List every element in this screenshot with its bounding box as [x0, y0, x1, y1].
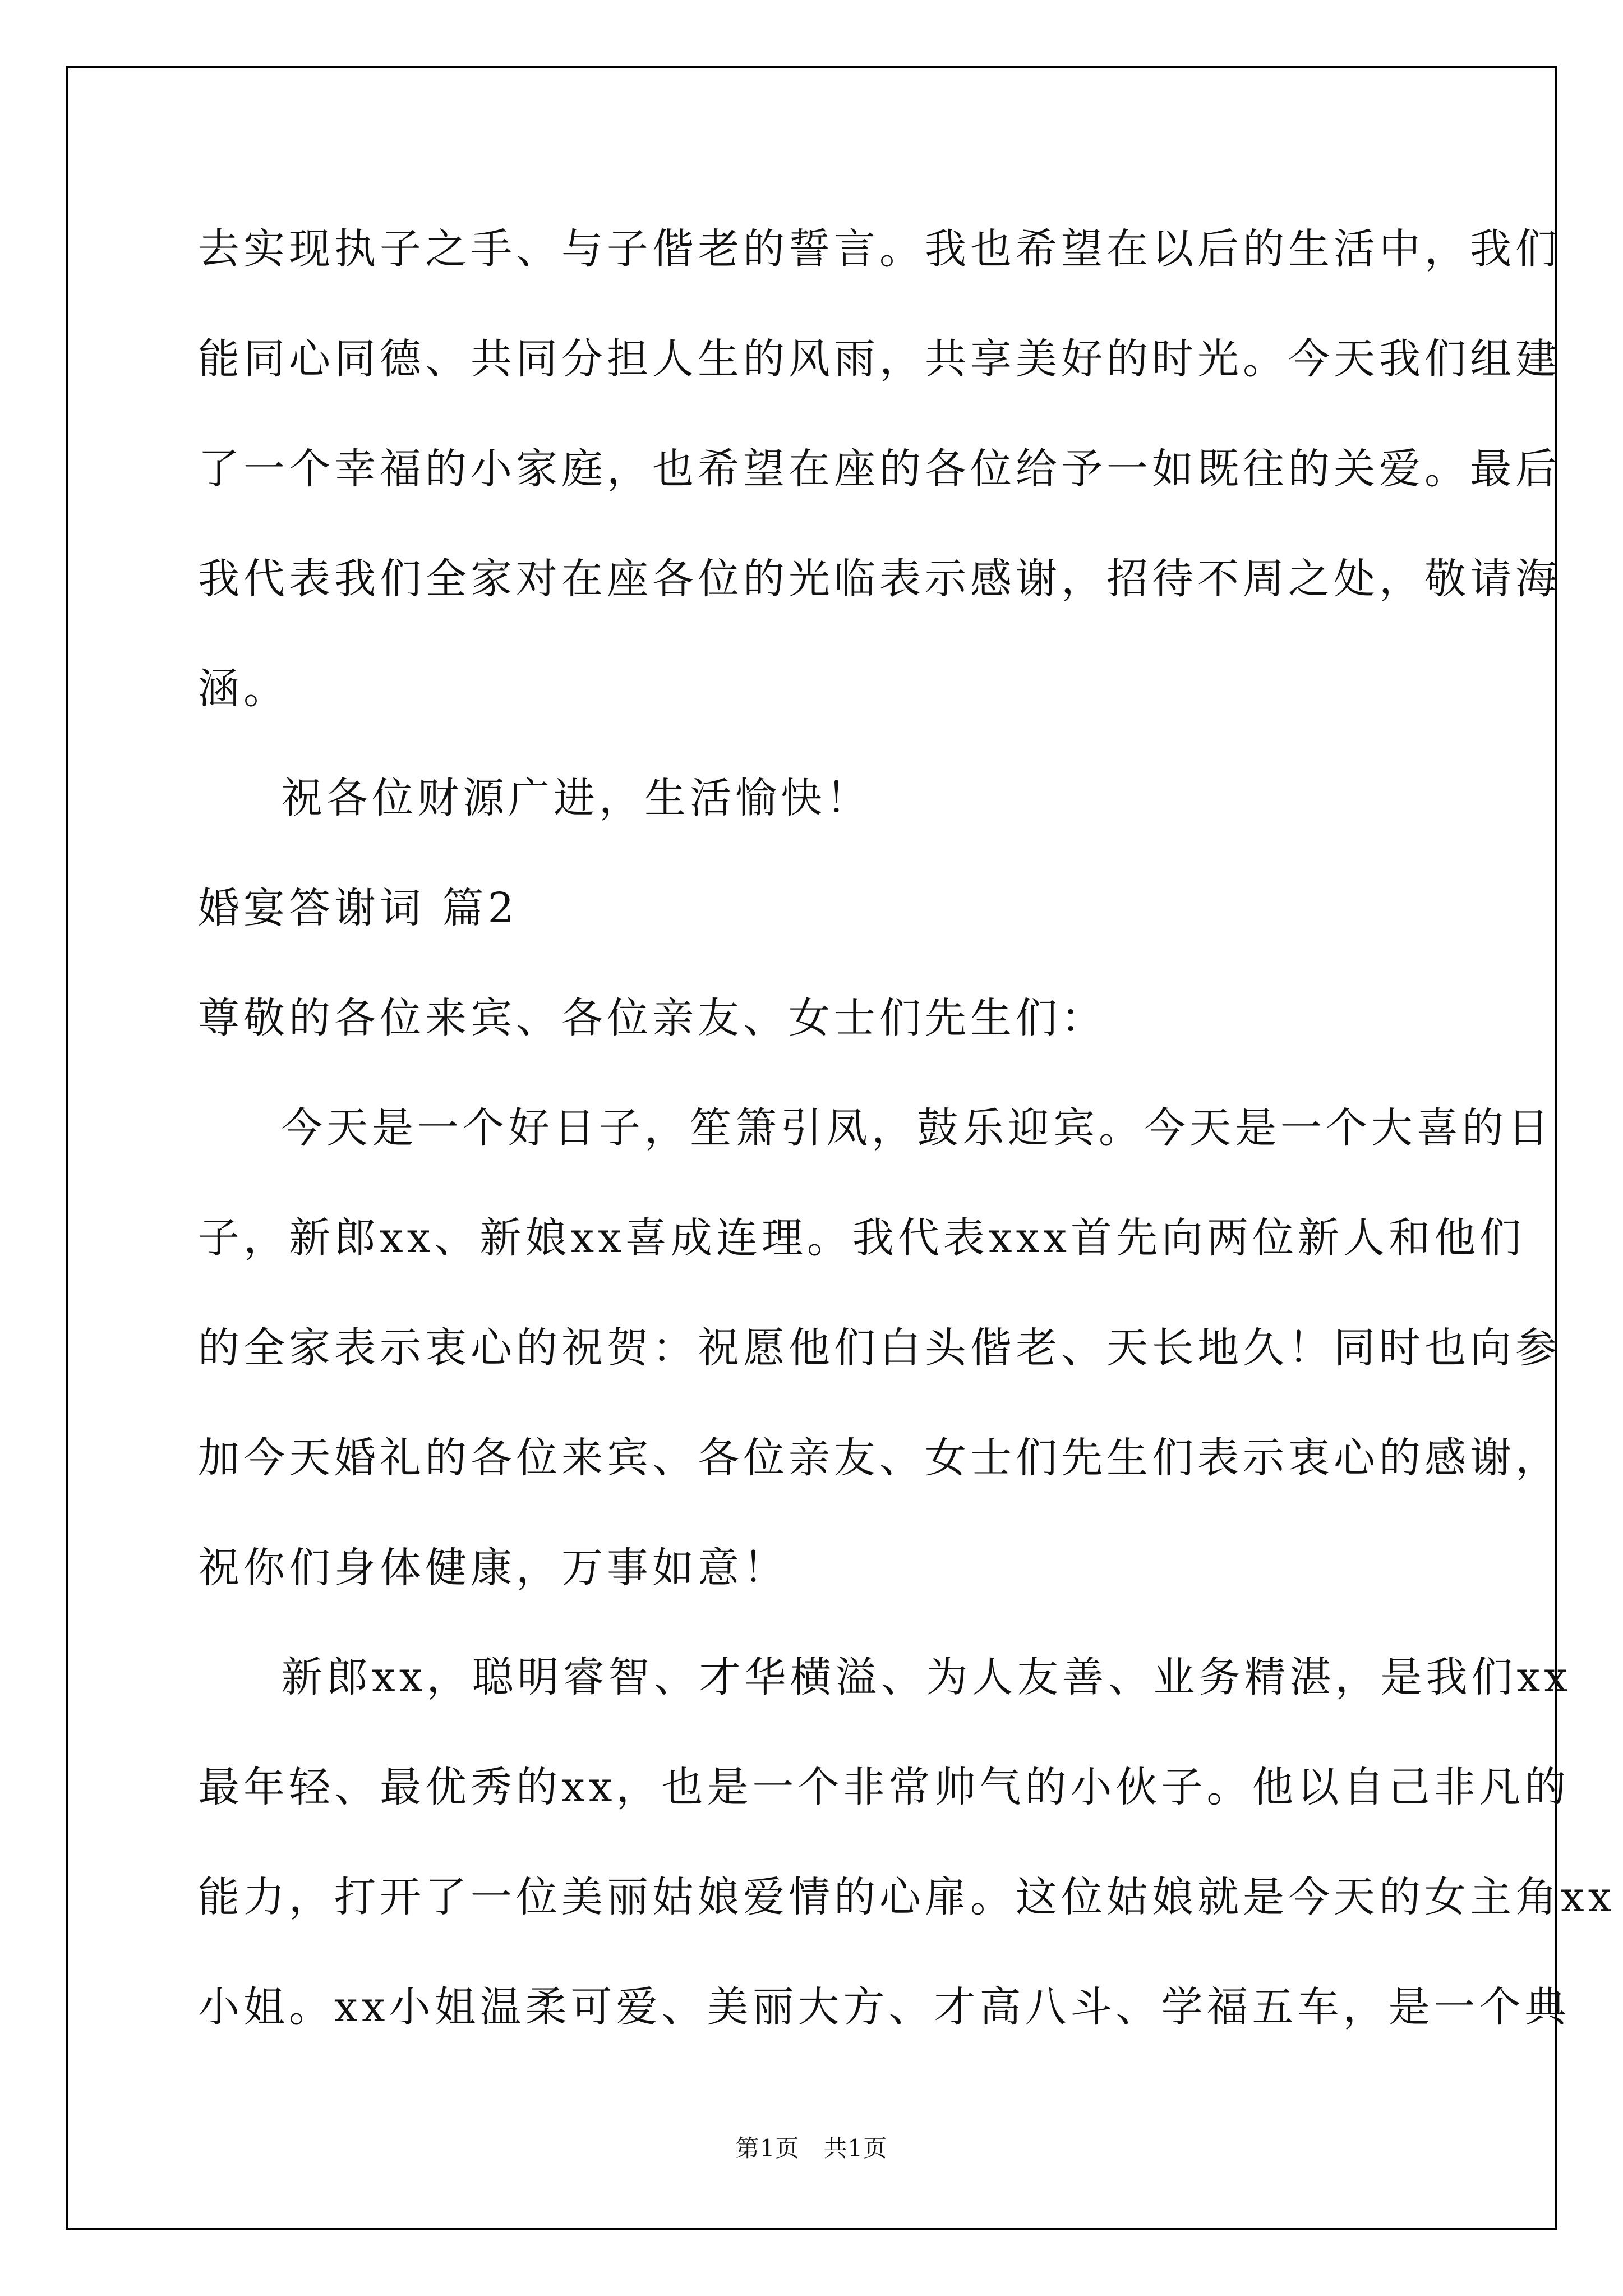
body-line: 涵。	[198, 665, 289, 713]
body-line: 子，新郎xx、新娘xx喜成连理。我代表xxx首先向两位新人和他们	[198, 1214, 1525, 1262]
body-line: 去实现执子之手、与子偕老的誓言。我也希望在以后的生活中，我们	[198, 225, 1561, 273]
body-line: 最年轻、最优秀的xx，也是一个非常帅气的小伙子。他以自己非凡的	[198, 1763, 1570, 1811]
body-line: 的全家表示衷心的祝贺：祝愿他们白头偕老、天长地久！同时也向参	[198, 1324, 1561, 1372]
salutation: 尊敬的各位来宾、各位亲友、女士们先生们：	[198, 994, 1106, 1042]
body-line: 能同心同德、共同分担人生的风雨，共享美好的时光。今天我们组建	[198, 335, 1561, 383]
page-footer: 第1页 共1页	[735, 2134, 888, 2162]
body-line: 能力，打开了一位美丽姑娘爱情的心扉。这位姑娘就是今天的女主角xx	[198, 1873, 1616, 1921]
body-line: 祝各位财源广进，生活愉快！	[281, 774, 872, 822]
body-line: 新郎xx，聪明睿智、才华横溢、为人友善、业务精湛，是我们xx	[281, 1653, 1571, 1701]
body-line: 今天是一个好日子，笙箫引凤，鼓乐迎宾。今天是一个大喜的日	[281, 1104, 1553, 1152]
body-line: 了一个幸福的小家庭，也希望在座的各位给予一如既往的关爱。最后	[198, 445, 1561, 493]
body-line: 加今天婚礼的各位来宾、各位亲友、女士们先生们表示衷心的感谢，	[198, 1434, 1561, 1482]
body-line: 我代表我们全家对在座各位的光临表示感谢，招待不周之处，敬请海	[198, 555, 1561, 603]
body-line: 祝你们身体健康，万事如意！	[198, 1544, 789, 1592]
section-heading: 婚宴答谢词 篇2	[198, 884, 518, 932]
body-line: 小姐。xx小姐温柔可爱、美丽大方、才高八斗、学福五车，是一个典	[198, 1983, 1570, 2031]
